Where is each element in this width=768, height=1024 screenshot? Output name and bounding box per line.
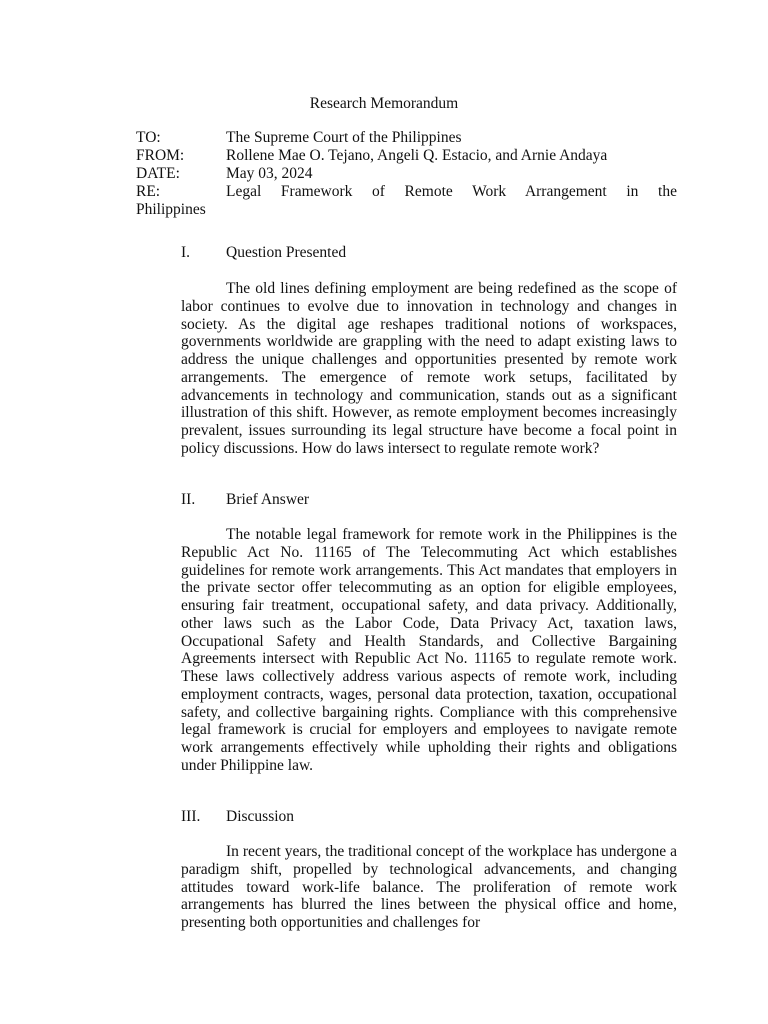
to-value: The Supreme Court of the Philippines bbox=[226, 129, 462, 146]
memo-title: Research Memorandum bbox=[309, 95, 459, 112]
brief-answer-paragraph: The notable legal framework for remote work in the Philippines is the Republic Act No. 11165 of The Telecommuting Act which establishes guidelines for remote work arrangements. This Act mandates that employers in the private sector offer telecommuting as an option for eligible employees, ensuring fair treatment, occupational safety, and data privacy. Additionally, other laws such as the Labor Code, Data Privacy Act, taxation laws, Occupational Safety and Health Standards, and Collective Bargaining Agreements intersect with Republic Act No. 11165 to regulate remote work. These laws collectively address various aspects of remote work, including employment contracts, wages, personal data protection, taxation, occupational safety, and collective bargaining rights. Compliance with this comprehensive legal framework is crucial for employers and employees to navigate remote work arrangements effectively while upholding their rights and obligations under Philippine law. bbox=[181, 526, 677, 774]
to-label: TO: bbox=[136, 129, 161, 146]
section-number: III. bbox=[181, 808, 201, 825]
re-label: RE: bbox=[136, 183, 161, 200]
from-value: Rollene Mae O. Tejano, Angeli Q. Estacio, and Arnie Andaya bbox=[226, 147, 608, 164]
date-value: May 03, 2024 bbox=[226, 165, 313, 182]
section-number: II. bbox=[181, 491, 196, 508]
section-title: Question Presented bbox=[226, 244, 347, 261]
re-value-line-1: Legal Framework of Remote Work Arrangement in the bbox=[226, 183, 677, 200]
re-value-line-2: Philippines bbox=[136, 201, 206, 218]
section-title: Discussion bbox=[226, 808, 295, 825]
section-title: Brief Answer bbox=[226, 491, 310, 508]
question-presented-paragraph: The old lines defining employment are being redefined as the scope of labor continues to evolve due to innovation in technology and changes in society. As the digital age reshapes traditional notions of workspaces, governments worldwide are grappling with the need to adapt existing laws to address the unique challenges and opportunities presented by remote work arrangements. The emergence of remote work setups, facilitated by advancements in technology and communication, stands out as a significant illustration of this shift. However, as remote employment becomes increasingly prevalent, issues surrounding its legal structure have become a focal point in policy discussions. How do laws intersect to regulate remote work? bbox=[181, 280, 677, 457]
from-label: FROM: bbox=[136, 147, 185, 164]
date-label: DATE: bbox=[136, 165, 180, 182]
discussion-paragraph: In recent years, the traditional concept of the workplace has undergone a paradigm shift, propelled by technological advancements, and changing attitudes toward work-life balance. The proliferation of remote work arrangements has blurred the lines between the physical office and home, presenting both opportunities and challenges for bbox=[181, 843, 677, 931]
section-number: I. bbox=[181, 244, 191, 261]
